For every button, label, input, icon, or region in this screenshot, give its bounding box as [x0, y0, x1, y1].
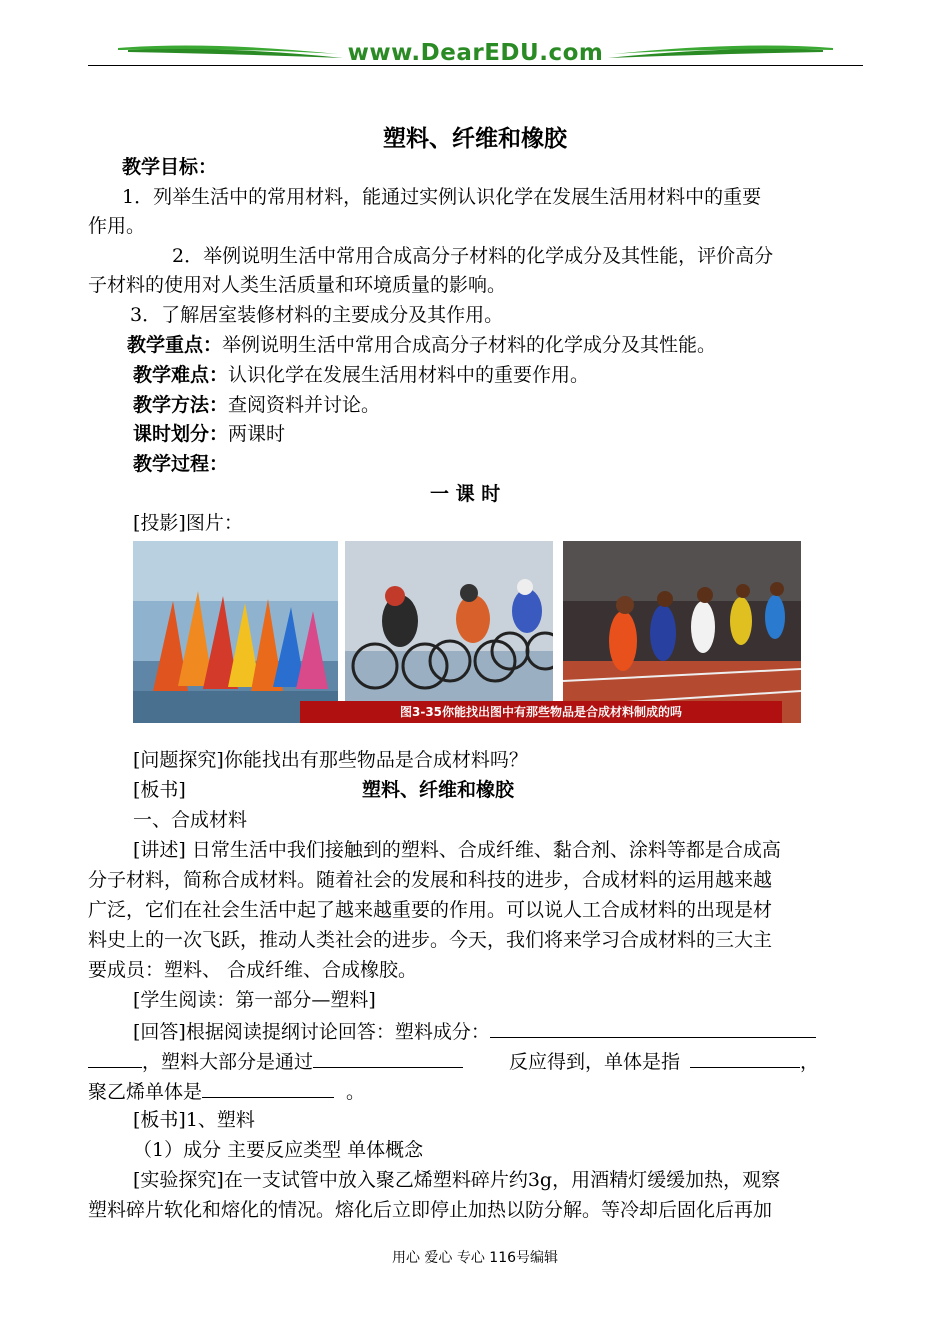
objective-2-line-1: 2．举例说明生活中常用合成高分子材料的化学成分及其性能，评价高分	[172, 245, 774, 267]
experiment-line-1: [实验探究]在一支试管中放入聚乙烯塑料碎片约3g，用酒精灯缓缓加热，观察	[133, 1169, 781, 1191]
lecture-line-4: 料史上的一次飞跃，推动人类社会的进步。今天，我们将来学习合成材料的三大主	[88, 929, 773, 951]
periods	[133, 419, 285, 449]
method-text: 查阅资料并讨论。	[228, 394, 381, 416]
section-synthetic-materials: 一、合成材料	[133, 809, 248, 831]
method	[133, 390, 380, 420]
board-label: [板书]	[133, 779, 186, 801]
answer-text-ethylene: 聚乙烯单体是	[88, 1081, 203, 1103]
answer-text-monomer: 反应得到，单体是指	[509, 1051, 681, 1073]
answer-line-1	[133, 1015, 816, 1047]
question-text: [问题探究]你能找出有那些物品是合成材料吗？	[133, 749, 528, 771]
cycling-photo	[345, 541, 553, 723]
answer-text-reaction: ，塑料大部分是通过	[142, 1051, 314, 1073]
blank-composition[interactable]	[490, 1015, 816, 1038]
objectives-heading: 教学目标：	[122, 156, 218, 178]
lecture-line-1: [讲述] 日常生活中我们接触到的塑料、合成纤维、黏合剂、涂料等都是合成高	[133, 839, 781, 861]
periods-label: 课时划分：	[133, 423, 229, 445]
lecture-line-3: 广泛，它们在社会生活中起了越来越重要的作用。可以说人工合成材料的出现是材	[88, 899, 773, 921]
answer-line-3	[88, 1075, 365, 1107]
blank-monomer-def[interactable]	[690, 1045, 800, 1068]
board-title: 塑料、纤维和橡胶	[362, 779, 515, 801]
lecture-line-2: 分子材料，简称合成材料。随着社会的发展和科技的进步，合成材料的运用越来越	[88, 869, 773, 891]
objective-2-line-2: 子材料的使用对人类生活质量和环境质量的影响。	[88, 274, 507, 296]
projection-label: [投影]图片：	[133, 512, 243, 534]
blank-composition-cont[interactable]	[88, 1045, 142, 1068]
key-point	[127, 330, 716, 360]
header-divider	[88, 65, 863, 66]
key-point-text: 举例说明生活中常用合成高分子材料的化学成分及其性能。	[222, 334, 717, 356]
answer-line-2	[88, 1045, 819, 1077]
answer-comma: ，	[800, 1051, 820, 1073]
page-footer: 用心 爱心 专心 116号编辑	[391, 1250, 559, 1266]
answer-prompt: [回答]根据阅读提纲讨论回答：塑料成分：	[133, 1021, 490, 1043]
objective-3: 3．了解居室装修材料的主要成分及其作用。	[130, 304, 504, 326]
running-photo	[563, 541, 801, 723]
student-reading: [学生阅读：第一部分—塑料]	[133, 989, 376, 1011]
site-brand: www.DearEDU.com	[347, 40, 604, 66]
figure-caption: 图3-35你能找出图中有那些物品是合成材料制成的吗	[300, 701, 782, 723]
objective-1-line-2: 作用。	[88, 215, 146, 237]
answer-period: 。	[346, 1081, 366, 1103]
blank-ethylene-monomer[interactable]	[202, 1075, 334, 1098]
board-plastics-sub: （1）成分 主要反应类型 单体概念	[133, 1139, 424, 1161]
difficulty-text: 认识化学在发展生活用材料中的重要作用。	[228, 364, 590, 386]
blank-reaction-type[interactable]	[313, 1045, 463, 1068]
process-label: 教学过程：	[133, 453, 229, 475]
lecture-line-5: 要成员：塑料、 合成纤维、合成橡胶。	[88, 959, 418, 981]
difficulty-label: 教学难点：	[133, 364, 229, 386]
page-title: 塑料、纤维和橡胶	[383, 125, 567, 152]
windsurf-photo	[133, 541, 338, 723]
site-header	[88, 38, 863, 72]
figure-photos	[133, 541, 801, 723]
lesson-heading: 一 课 时	[430, 483, 501, 505]
difficulty	[133, 360, 589, 390]
experiment-line-2: 塑料碎片软化和熔化的情况。熔化后立即停止加热以防分解。等冷却后固化后再加	[88, 1199, 773, 1221]
objective-1-line-1: 1．列举生活中的常用材料，能通过实例认识化学在发展生活用材料中的重要	[122, 186, 762, 208]
periods-text: 两课时	[228, 423, 286, 445]
method-label: 教学方法：	[133, 394, 229, 416]
key-point-label: 教学重点：	[127, 334, 223, 356]
board-plastics: [板书]1、塑料	[133, 1109, 255, 1131]
